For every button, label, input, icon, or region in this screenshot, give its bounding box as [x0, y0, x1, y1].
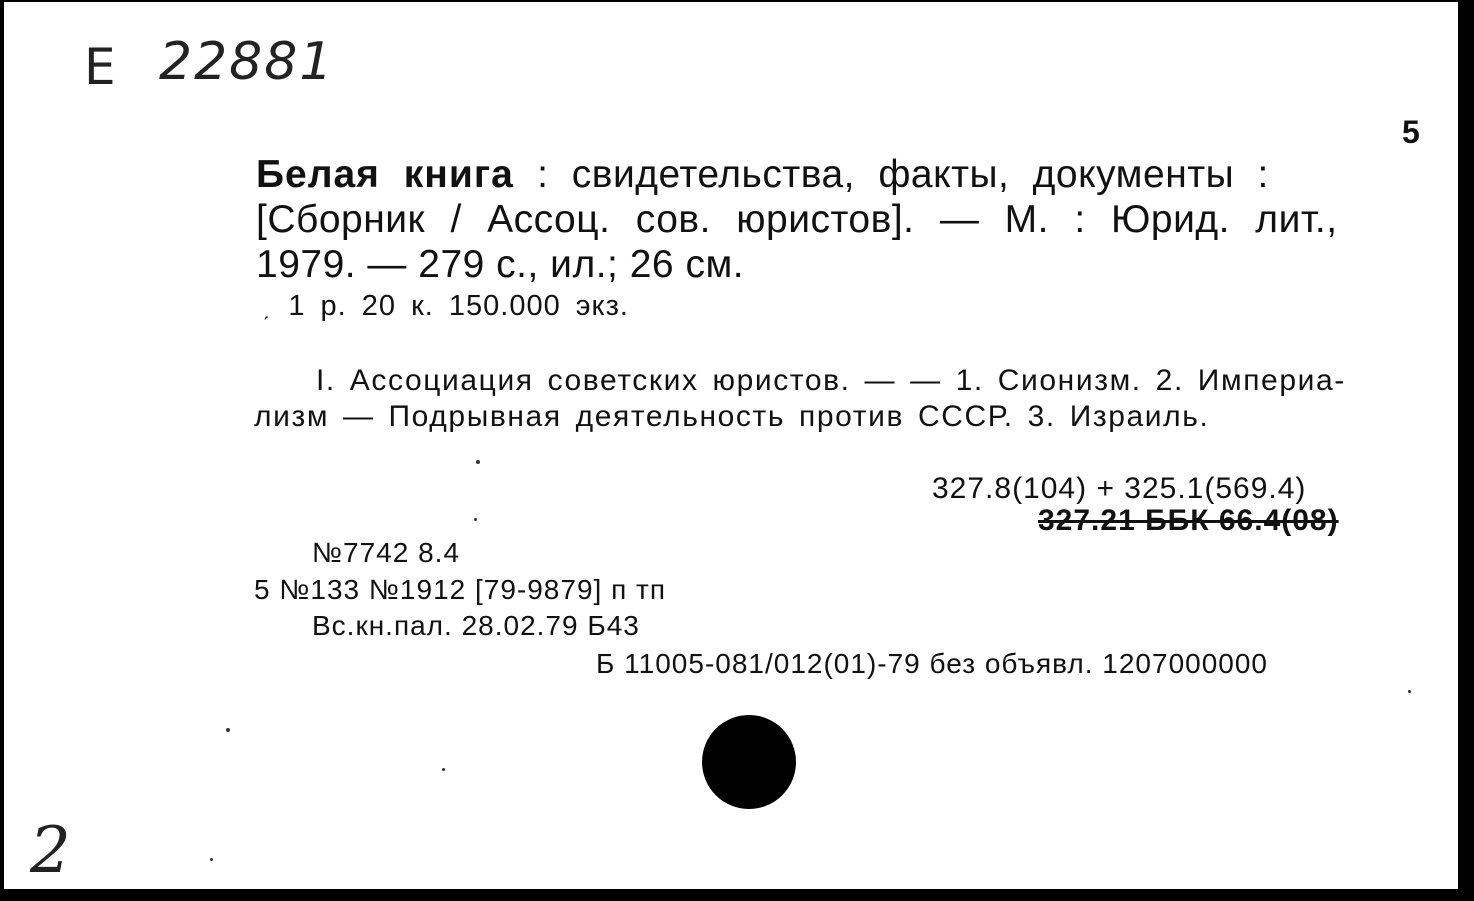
- card-edge-bottom: [4, 889, 1466, 895]
- price-line: ˏ 1 р. 20 к. 150.000 экз.: [262, 290, 629, 322]
- speck: [474, 518, 477, 521]
- entry-line-2: [Сборник / Ассоц. сов. юристов]. — М. : Юрид. лит.,: [256, 198, 1338, 241]
- handwritten-inventory-letter: E: [84, 38, 116, 96]
- udc-code: 327.8(104) + 325.1(569.4): [932, 472, 1307, 505]
- entry-line-3: 1979. — 279 с., ил.; 26 см.: [256, 243, 745, 286]
- speck: [1408, 690, 1411, 693]
- speck: [210, 858, 213, 861]
- subjects-line-2: лизм — Подрывная деятельность против СССР. 3. Израиль.: [254, 400, 1210, 433]
- meta-line-3: Вс.кн.пал. 28.02.79 Б43: [312, 610, 640, 641]
- punch-hole: [702, 715, 796, 809]
- entry-line-1: [256, 155, 1269, 194]
- entry-title: Белая книга: [256, 153, 514, 196]
- speck: [226, 728, 230, 732]
- card-edge-right: [1458, 2, 1466, 895]
- handwritten-bottom-mark: 2: [30, 814, 71, 888]
- entry-subtitle: : свидетельства, факты, документы :: [537, 153, 1269, 196]
- struck-classification: 327.21 ББК 66.4(08): [1038, 504, 1339, 537]
- subjects-line-1: I. Ассоциация советских юристов. — — 1. Сионизм. 2. Империа-: [316, 364, 1346, 397]
- price-text: 1 р. 20 к. 150.000 экз.: [288, 290, 629, 322]
- speck: [442, 768, 445, 771]
- page-number: 5: [1402, 114, 1420, 150]
- handwritten-inventory-number: 22881: [159, 32, 335, 92]
- catalog-card: [4, 2, 1466, 895]
- meta-line-1: №7742 8.4: [312, 537, 461, 568]
- meta-line-2: 5 №133 №1912 [79-9879] п тп: [254, 574, 667, 605]
- speck: [476, 460, 480, 464]
- meta-line-4: Б 11005-081/012(01)-79 без объявл. 1207000000: [596, 648, 1269, 679]
